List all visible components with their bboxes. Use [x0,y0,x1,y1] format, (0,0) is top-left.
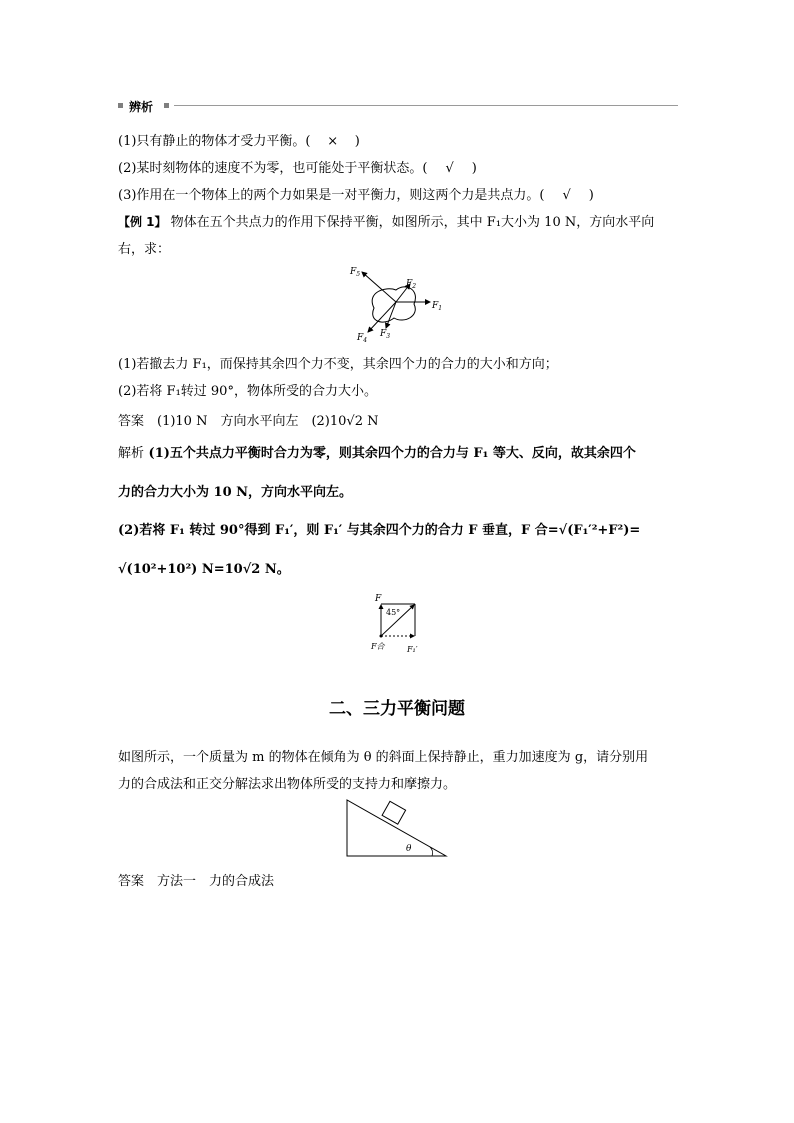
analysis-2a: (2)若将 F₁ 转过 90°得到 F₁′，则 F₁′ 与其余四个力的合力 F 垂直，F 合=√(F₁′²+F²)= [118,523,641,538]
problem-answer: 答案 方法一 力的合成法 [118,874,275,889]
problem-line-2: 力的合成法和正交分解法求出物体所受的支持力和摩擦力。 [118,777,457,792]
judgement-3-close: ) [588,188,594,203]
resultant-diagram [365,590,435,656]
example-line-2: 右，求： [118,242,171,257]
section-marker-left [118,103,123,108]
judgement-3 [118,184,594,203]
example-text-1: 物体在五个共点力的作用下保持平衡，如图所示，其中 F₁大小为 10 N，方向水平向 [170,215,655,230]
judgement-2-text: (2)某时刻物体的速度不为零，也可能处于平衡状态。( [118,161,428,176]
section-rule [174,105,678,106]
judgement-3-mark: √ [562,188,571,203]
answer-1: 答案 (1)10 N 方向水平向左 (2)10√2 N [118,414,379,429]
example-tag: 【例 1】 [118,215,167,229]
judgement-1-close: ) [354,134,360,149]
analysis-1b: 力的合力大小为 10 N，方向水平向左。 [118,485,353,500]
f4-label: $F_4$ [357,333,368,344]
analysis-2b: √(10²+10²) N=10√2 N。 [118,562,290,577]
section-label: 辨析 [129,100,154,114]
judgement-2 [118,157,477,176]
fig2-f-label: F [375,594,382,604]
judgement-2-mark: √ [445,161,454,176]
f2-label: $F_2$ [406,279,417,290]
heading-three-force-balance: 二、三力平衡问题 [329,699,465,719]
judgement-2-close: ) [471,161,477,176]
problem-line-1: 如图所示，一个质量为 m 的物体在倾角为 θ 的斜面上保持静止，重力加速度为 g，请分别用 [118,750,649,765]
example-line-1 [118,211,654,230]
force-diagram [340,262,460,344]
fig2-f1p-label: F₁′ [407,645,418,654]
judgement-1-mark: × [327,134,339,149]
question-1: (1)若撤去力 F₁，而保持其余四个力不变，其余四个力的合力的大小和方向； [118,357,558,372]
f5-label: $F_5$ [350,267,361,278]
f1-label: $F_1$ [432,301,443,312]
judgement-1 [118,130,360,149]
judgement-3-text: (3)作用在一个物体上的两个力如果是一对平衡力，则这两个力是共点力。( [118,188,545,203]
origin-point [380,635,383,638]
section-header [118,98,678,114]
judgement-1-text: (1)只有静止的物体才受力平衡。( [118,134,311,149]
analysis-1a [118,442,636,461]
section-marker-right [164,103,169,108]
incline-diagram [344,798,450,860]
f5-arrow [362,272,396,302]
fig2-fhe-label: F合 [371,642,385,651]
question-2: (2)若将 F₁转过 90°，物体所受的合力大小。 [118,384,377,399]
f3-label: $F_3$ [380,329,391,340]
f3-arrow [386,302,396,328]
block [382,801,406,824]
f4-arrow [368,302,396,332]
analysis-tag: 解析 [118,446,145,461]
fig2-angle-label: 45° [386,608,401,617]
analysis-1a-text: (1)五个共点力平衡时合力为零，则其余四个力的合力与 F₁ 等大、反向，故其余四个 [148,446,636,461]
theta-label: θ [406,844,412,854]
